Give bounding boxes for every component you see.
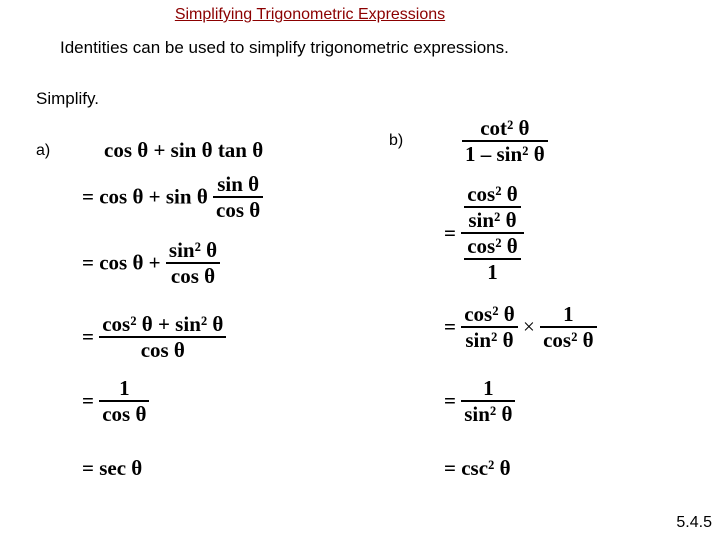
part-b-step-1	[444, 182, 524, 285]
denominator: 1	[487, 260, 498, 285]
numerator: sin² θ	[166, 238, 220, 264]
part-a-step-5	[82, 458, 142, 479]
fraction	[462, 116, 548, 166]
complex-fraction	[461, 182, 524, 285]
fraction	[99, 312, 226, 362]
part-a-expression: cos θ + sin θ tan θ	[104, 138, 264, 162]
part-a-step-3	[82, 312, 226, 362]
part-a-step-1	[82, 172, 263, 222]
equals-sign: =	[444, 388, 456, 413]
result: csc² θ	[461, 456, 511, 480]
fraction	[461, 376, 515, 426]
fraction	[99, 376, 149, 426]
result: sec θ	[99, 456, 143, 480]
denominator: sin² θ	[465, 328, 514, 353]
part-b-label: b)	[389, 132, 404, 149]
times-sign: ×	[522, 314, 535, 339]
denominator: cos θ	[140, 338, 185, 363]
slide-number: 5.4.5	[676, 514, 712, 531]
equals-sign: =	[444, 456, 456, 480]
equals-sign: =	[82, 184, 94, 209]
step-prefix: cos θ +	[99, 250, 161, 275]
part-a-step-4	[82, 376, 149, 426]
outer-denominator	[461, 234, 524, 284]
equals-sign: =	[82, 388, 94, 413]
step-prefix: cos θ + sin θ	[99, 184, 208, 209]
outer-numerator	[461, 182, 524, 234]
equals-sign: =	[82, 250, 94, 275]
part-b-expression	[462, 116, 548, 166]
denominator: sin² θ	[464, 402, 513, 427]
fraction	[464, 234, 521, 284]
denominator: cos θ	[170, 264, 216, 289]
numerator: sin θ	[213, 172, 263, 198]
instruction-text: Simplify.	[36, 89, 99, 108]
equals-sign: =	[82, 324, 94, 349]
page-title: Simplifying Trigonometric Expressions	[174, 6, 446, 23]
denominator: sin² θ	[468, 208, 517, 233]
numerator: cos² θ	[464, 234, 521, 260]
fraction-left	[461, 302, 518, 352]
part-b-step-4	[444, 458, 511, 479]
fraction	[166, 238, 220, 288]
numerator: cot² θ	[462, 116, 548, 142]
numerator: cos² θ + sin² θ	[99, 312, 226, 338]
numerator: 1	[540, 302, 597, 328]
numerator: 1	[99, 376, 149, 402]
denominator: cos θ	[216, 198, 261, 223]
numerator: cos² θ	[464, 182, 521, 208]
part-b-step-2	[444, 302, 597, 352]
denominator: cos θ	[102, 402, 147, 427]
fraction-right	[540, 302, 597, 352]
fraction	[464, 182, 521, 232]
denominator: 1 – sin² θ	[465, 142, 545, 167]
equals-sign: =	[444, 220, 456, 245]
equals-sign: =	[444, 314, 456, 339]
part-a-step-2	[82, 238, 220, 288]
part-b-step-3	[444, 376, 515, 426]
fraction	[213, 172, 263, 222]
intro-text: Identities can be used to simplify trigonometric expressions.	[60, 38, 509, 57]
part-a-label: a)	[36, 142, 51, 159]
denominator: cos² θ	[543, 328, 594, 353]
numerator: cos² θ	[461, 302, 518, 328]
equals-sign: =	[82, 456, 94, 480]
numerator: 1	[461, 376, 515, 402]
